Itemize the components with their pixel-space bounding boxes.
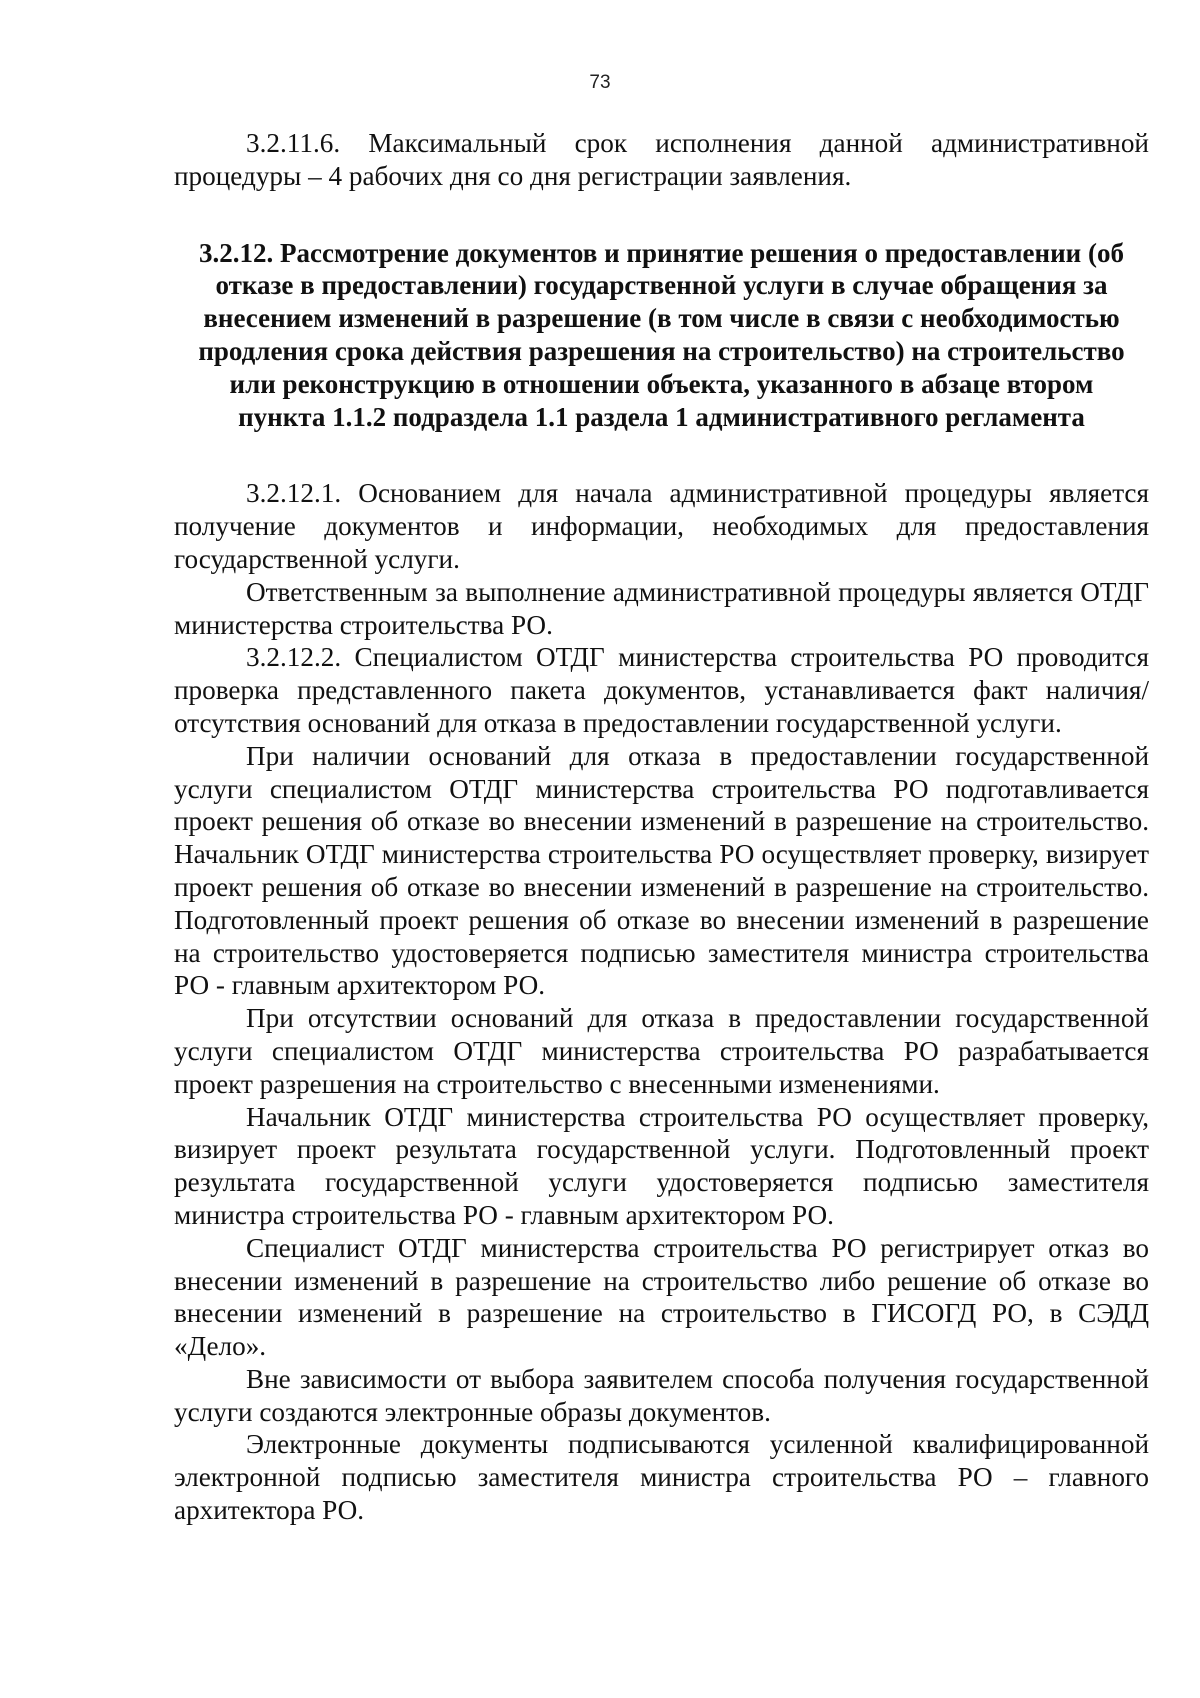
paragraph-electronic-images: Вне зависимости от выбора заявителем способа получения государственной услуги создаются электронные образы документов.: [174, 1363, 1149, 1427]
paragraph-3-2-12-1: 3.2.12.1. Основанием для начала административной процедуры является получение документов и информации, необходимых для предоставления государственной услуги.: [174, 478, 1149, 574]
paragraph-3-2-11-6: 3.2.11.6. Максимальный срок исполнения данной административной процедуры – 4 рабочих дня со дня регистрации заявления.: [174, 128, 1149, 191]
section-heading-3-2-12: 3.2.12. Рассмотрение документов и принятие решения о предоставлении (об отказе в предоставлении) государственной услуги в случае обращения за внесением изменений в разрешение (в том числе в связи с необходимостью продления срока действия разрешения на строительство) на строительство или реконструкцию в отношении объекта, указанного в абзаце втором пункта 1.1.2 подраздела 1.1 раздела 1 административного регламента: [198, 237, 1125, 432]
paragraph-no-refusal-grounds: При отсутствии оснований для отказа в предоставлении государственной услуги специалистом ОТДГ министерства строительства РО разрабатывается проект разрешения на строительство с внесенными изменениями.: [174, 1003, 1149, 1099]
paragraph-head-check: Начальник ОТДГ министерства строительства РО осуществляет проверку, визирует проект результата государственной услуги. Подготовленный проект результата государственной услуги удостоверяется подписью заместителя министра строительства РО - главным архитектором РО.: [174, 1101, 1149, 1230]
paragraph-registration: Специалист ОТДГ министерства строительства РО регистрирует отказ во внесении изменений в разрешение на строительство либо решение об отказе во внесении изменений в разрешение на строительство в ГИСОГД РО, в СЭДД «Дело».: [174, 1232, 1149, 1362]
document-body: [174, 127, 1149, 1527]
paragraph-refusal-grounds: При наличии оснований для отказа в предоставлении государственной услуги специалистом ОТДГ министерства строительства РО подготавливается проект решения об отказе во внесении изменений в разрешение на строительство. Начальник ОТДГ министерства строительства РО осуществляет проверку, визирует проект решения об отказе во внесении изменений в разрешение на строительство. Подготовленный проект решения об отказе во внесении изменений в разрешение на строительство удостоверяется подписью заместителя министра строительства РО - главным архитектором РО.: [174, 740, 1149, 1001]
paragraph-responsible: Ответственным за выполнение административной процедуры является ОТДГ министерства строительства РО.: [174, 576, 1149, 640]
paragraph-3-2-12-2: 3.2.12.2. Специалистом ОТДГ министерства строительства РО проводится проверка представленного пакета документов, устанавливается факт наличия/отсутствия оснований для отказа в предоставлении государственной услуги.: [174, 642, 1149, 738]
paragraph-electronic-signature: Электронные документы подписываются усиленной квалифицированной электронной подписью заместителя министра строительства РО – главного архитектора РО.: [174, 1429, 1149, 1526]
page-number: 73: [589, 72, 611, 93]
